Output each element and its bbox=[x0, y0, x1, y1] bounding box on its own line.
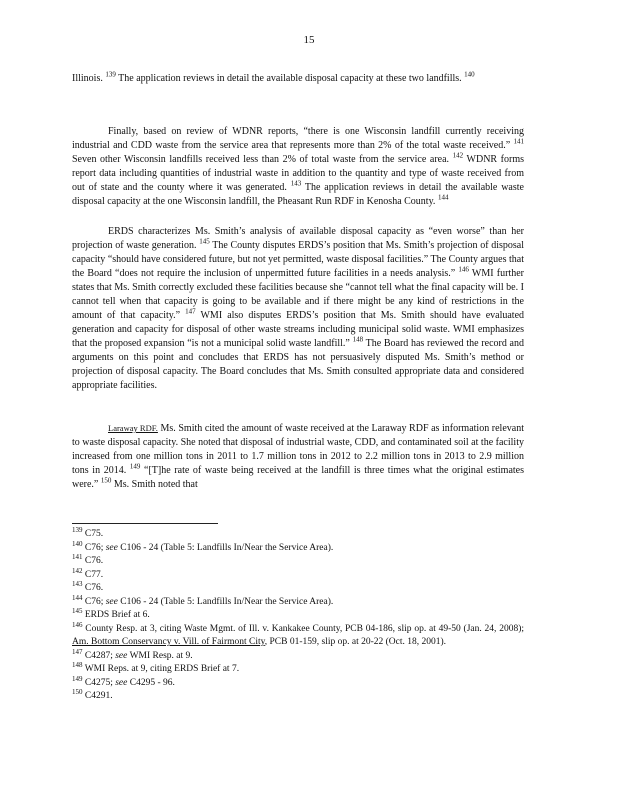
footnote-text: County Resp. at 3, citing Waste Mgmt. of Ill. v. Kankakee County, PCB 04-186, slip op. at 49-50 (Jan. 24, 2008); bbox=[85, 623, 525, 634]
footnote-text: C106 - 24 (Table 5: Landfills In/Near the Service Area). bbox=[117, 596, 334, 607]
signal-word: see bbox=[105, 596, 118, 607]
footnote-text: , PCB 01-159, slip op. at 20-22 (Oct. 18, 2001). bbox=[264, 637, 447, 647]
footnote-ref[interactable]: 144 bbox=[437, 193, 449, 202]
footnote bbox=[72, 660, 524, 677]
paragraph-1 bbox=[72, 72, 524, 86]
footnote bbox=[72, 593, 524, 610]
footnote-divider bbox=[72, 523, 218, 524]
footnote-text: C76; bbox=[84, 596, 106, 607]
footnote-text: ERDS Brief at 6. bbox=[84, 610, 150, 620]
footnote-number: 147 bbox=[72, 647, 83, 656]
footnote-ref[interactable]: 141 bbox=[513, 137, 524, 146]
footnote-number: 141 bbox=[72, 552, 83, 561]
paragraph-text: The application reviews in detail the available disposal capacity at these two landfills. bbox=[115, 73, 465, 84]
footnote bbox=[72, 620, 525, 650]
footnote-number: 140 bbox=[72, 539, 83, 548]
footnote-text: WMI Reps. at 9, citing ERDS Brief at 7. bbox=[84, 664, 240, 674]
paragraph-text: ERDS characterizes Ms. Smith’s analysis of available disposal capacity as “even worse” than her projection of waste generation. bbox=[72, 226, 524, 251]
footnote-text: C106 - 24 (Table 5: Landfills In/Near the Service Area). bbox=[117, 542, 334, 553]
footnote bbox=[72, 674, 524, 691]
footnote-text: C4275; bbox=[84, 677, 116, 688]
footnote-text: C4295 - 96. bbox=[127, 677, 175, 688]
footnote-text: C4291. bbox=[84, 691, 113, 701]
paragraph-text: The application reviews in detail the available waste disposal capacity at the one Wisconsin landfill, the Pheasant Run RDF in Kenosha County. bbox=[72, 182, 524, 207]
footnote-number: 150 bbox=[72, 687, 83, 696]
paragraph-text: Finally, based on review of WDNR reports, “there is one Wisconsin landfill currently receiving industrial and CDD waste from the service area that represents more than 2% of the total waste received.” bbox=[72, 126, 524, 151]
footnote bbox=[72, 552, 524, 569]
footnote-text: C77. bbox=[84, 569, 104, 580]
section-heading: Laraway RDF. bbox=[108, 423, 158, 433]
paragraph-3 bbox=[72, 225, 524, 393]
footnote bbox=[72, 647, 524, 664]
footnote bbox=[72, 566, 524, 583]
footnote-ref[interactable]: 145 bbox=[199, 237, 210, 246]
paragraph-text: WMI further states that Ms. Smith correctly excluded these facilities because she “cannot tell what the final capacity will be. I cannot tell when that capacity is going to be available and if there might be any kind of restrictions in the amount of that capacity.” bbox=[72, 268, 524, 321]
footnote bbox=[72, 579, 524, 596]
footnote-ref[interactable]: 139 bbox=[105, 70, 116, 79]
footnote-text: C76. bbox=[84, 583, 104, 593]
footnote-ref[interactable]: 143 bbox=[290, 179, 302, 188]
footnote-number: 143 bbox=[72, 579, 83, 588]
footnote bbox=[72, 525, 524, 542]
paragraph-text: Ms. Smith noted that bbox=[111, 479, 198, 490]
footnote-ref[interactable]: 150 bbox=[100, 476, 112, 485]
case-name: Am. Bottom Conservancy v. Vill. of Fairmont City bbox=[72, 637, 265, 647]
signal-word: see bbox=[105, 542, 118, 553]
paragraph-text: Illinois. bbox=[72, 73, 106, 84]
signal-word: see bbox=[115, 677, 128, 688]
paragraph-text: The County disputes ERDS’s position that Ms. Smith’s projection of disposal capacity “should have considered future, but not yet permitted, waste disposal facilities.” The County argues that the Board “does not require the inclusion of unpermitted future facilities in a needs analysis.” bbox=[72, 240, 525, 279]
footnote-number: 144 bbox=[72, 593, 83, 602]
footnote bbox=[72, 539, 524, 556]
footnote-text: C4287; bbox=[84, 650, 116, 661]
paragraph-text: “[T]he rate of waste being received at the landfill is three times what the original estimates were.” bbox=[72, 465, 525, 490]
footnote-ref[interactable]: 147 bbox=[185, 307, 196, 316]
footnote-number: 148 bbox=[72, 660, 83, 669]
page-number: 15 bbox=[303, 34, 315, 46]
footnote bbox=[72, 606, 524, 623]
footnote-ref[interactable]: 140 bbox=[464, 70, 475, 79]
footnote-text: C75. bbox=[84, 529, 104, 539]
paragraph-text: WDNR forms report data including quantities of industrial waste in addition to the quantity and type of waste received from out of state and the county where it was generated. bbox=[72, 154, 525, 193]
footnote-text: C76; bbox=[84, 542, 106, 553]
footnote-number: 145 bbox=[72, 606, 83, 615]
footnote-ref[interactable]: 142 bbox=[452, 151, 464, 160]
footnote-number: 146 bbox=[72, 620, 83, 629]
footnote-ref[interactable]: 149 bbox=[129, 462, 141, 471]
footnote-ref[interactable]: 148 bbox=[352, 335, 364, 344]
paragraph-text: Seven other Wisconsin landfills received less than 2% of total waste from the service area. bbox=[72, 154, 453, 165]
footnotes bbox=[72, 525, 525, 704]
paragraph-4 bbox=[72, 421, 524, 492]
paragraph-2 bbox=[72, 125, 524, 209]
footnote-text: WMI Resp. at 9. bbox=[127, 650, 193, 661]
footnote-text: C76. bbox=[84, 556, 104, 566]
footnote-number: 149 bbox=[72, 674, 83, 683]
paragraph-text: The Board has reviewed the record and arguments on this point and concludes that ERDS has not persuasively disputed Ms. Smith’s method or projection of disposal capacity. The Board concludes that Ms. Smith consulted appropriate data and considered appropriate facilities. bbox=[72, 338, 524, 391]
signal-word: see bbox=[115, 650, 128, 661]
footnote-ref[interactable]: 146 bbox=[458, 265, 469, 274]
paragraph-text: WMI also disputes ERDS’s position that Ms. Smith should have evaluated generation and capacity for disposal of other waste streams including municipal solid waste. WMI emphasizes that the proposed expansion “is not a municipal solid waste landfill.” bbox=[72, 310, 525, 349]
paragraph-text: Ms. Smith cited the amount of waste received at the Laraway RDF as information relevant to waste disposal capacity. She noted that disposal of industrial waste, CDD, and contaminated soil at the facility increased from one million tons in 2011 to 1.7 million tons in 2012 to 2.2 million tons in 2013 to 2.9 million tons in 2014. bbox=[72, 423, 524, 476]
footnote-number: 139 bbox=[72, 525, 83, 534]
footnote-number: 142 bbox=[72, 566, 83, 575]
footnote bbox=[72, 687, 524, 704]
